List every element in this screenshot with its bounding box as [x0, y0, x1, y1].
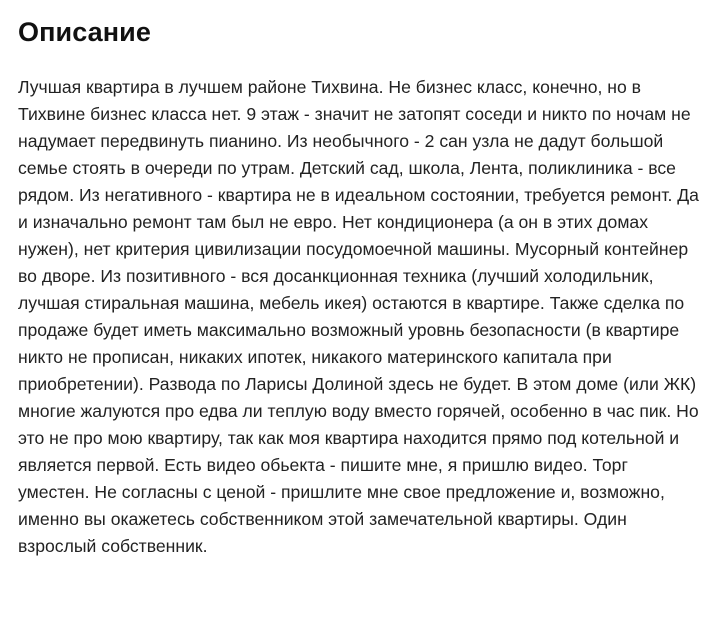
section-title: Описание	[18, 17, 151, 47]
description-text: Лучшая квартира в лучшем районе Тихвина. Не бизнес класс, конечно, но в Тихвине бизнес класса нет. 9 этаж - значит не затопят соседи и никто по ночам не надумает передвинуть пианино. Из необычного - 2 сан узла не дадут большой семье стоять в очереди по утрам. Детский сад, школа, Лента, поликлиника - все рядом. Из негативного - квартира не в идеальном состоянии, требуется ремонт. Да и изначально ремонт там был не евро. Нет кондиционера (а он в этих домах нужен), нет критерия цивилизации посудомоечной машины. Мусорный контейнер во дворе. Из позитивного - вся досанкционная техника (лучший холодильник, лучшая стиральная машина, мебель икея) остаются в квартире. Также сделка по продаже будет иметь максимально возможный уровнь безопасности (в квартире никто не прописан, никаких ипотек, никакого материнского капитала при приобретении). Развода по Ларисы Долиной здесь не будет. В этом доме (или ЖК) многие жалуются про едва ли теплую воду вместо горячей, особенно в час пик. Но это не про мою квартиру, так как моя квартира находится прямо под котельной и является первой. Есть видео обьекта - пишите мне, я пришлю видео. Торг уместен. Не согласны с ценой - пришлите мне свое предложение и, возможно, именно вы окажетесь собственником этой замечательной квартиры. Один взрослый собственник.	[18, 77, 699, 556]
